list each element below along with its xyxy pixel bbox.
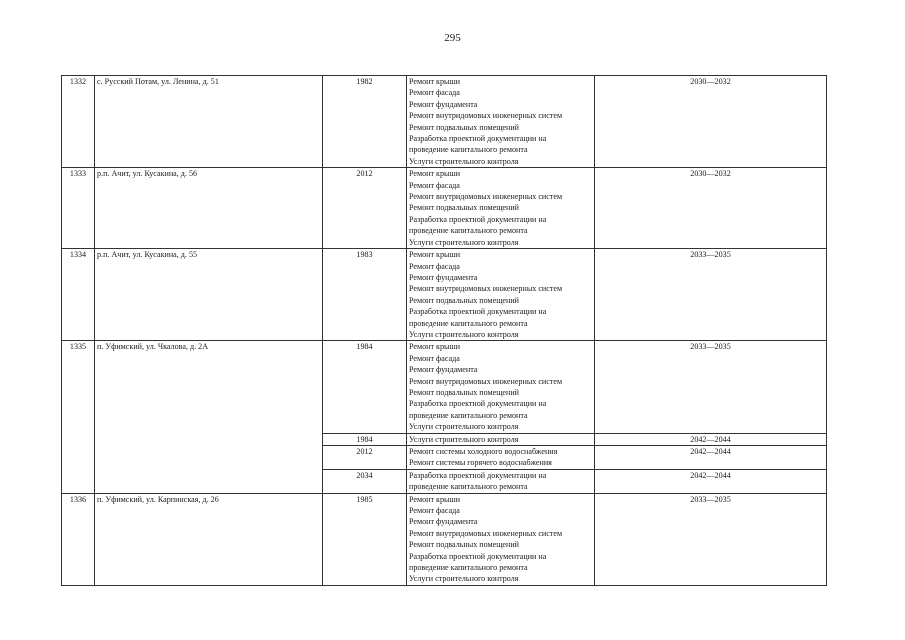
work-item: проведение капитального ремонта xyxy=(409,482,528,492)
work-item: Ремонт фасада xyxy=(409,261,460,271)
record-number: 1333 xyxy=(62,168,95,249)
work-item: Ремонт подвальных помещений xyxy=(409,387,520,397)
work-item: Ремонт системы холодного водоснабжения xyxy=(409,447,558,456)
entry-period: 2033—2035 xyxy=(595,341,827,433)
entry-works xyxy=(407,76,595,168)
entry-works xyxy=(407,493,595,585)
entry-works xyxy=(407,469,595,493)
work-item: Разработка проектной документации на xyxy=(409,551,547,561)
entry-period: 2042—2044 xyxy=(595,446,827,470)
work-item: Ремонт подвальных помещений xyxy=(409,540,520,550)
work-item: Ремонт внутридомовых инженерных систем xyxy=(409,284,563,294)
record-address: п. Уфимский, ул. Чкалова, д. 2А xyxy=(95,341,323,493)
work-item: проведение капитального ремонта xyxy=(409,318,528,328)
work-item: Услуги строительного контроля xyxy=(409,237,519,247)
entry-period: 2030—2032 xyxy=(595,168,827,249)
work-item: Разработка проектной документации на xyxy=(409,307,547,317)
work-item: проведение капитального ремонта xyxy=(409,145,528,155)
work-item: Услуги строительного контроля xyxy=(409,329,519,339)
entry-period: 2033—2035 xyxy=(595,249,827,341)
work-item: Услуги строительного контроля xyxy=(409,422,519,432)
work-item: Ремонт системы горячего водоснабжения xyxy=(409,458,552,468)
work-item: Ремонт фундамента xyxy=(409,272,478,282)
entry-works xyxy=(407,249,595,341)
entry-year: 2012 xyxy=(323,446,407,470)
work-item: Ремонт фасада xyxy=(409,180,460,190)
work-item: Ремонт фасада xyxy=(409,353,460,363)
work-item: Ремонт крыши xyxy=(409,169,461,179)
record-number: 1332 xyxy=(62,76,95,168)
table-row xyxy=(62,341,827,433)
work-item: Разработка проектной документации на xyxy=(409,399,547,409)
table-row xyxy=(62,168,827,249)
entry-year: 1984 xyxy=(323,341,407,433)
work-item: Ремонт подвальных помещений xyxy=(409,122,520,132)
work-item: Услуги строительного контроля xyxy=(409,434,519,444)
work-item: Разработка проектной документации на xyxy=(409,214,547,224)
table-row xyxy=(62,76,827,168)
record-address: р.п. Ачит, ул. Кусакина, д. 56 xyxy=(95,168,323,249)
entry-works xyxy=(407,168,595,249)
entry-period: 2030—2032 xyxy=(595,76,827,168)
work-item: Ремонт крыши xyxy=(409,494,461,504)
work-item: Ремонт подвальных помещений xyxy=(409,203,520,213)
entry-period: 2042—2044 xyxy=(595,469,827,493)
table-row xyxy=(62,249,827,341)
work-item: Ремонт крыши xyxy=(409,77,461,86)
work-item: Ремонт внутридомовых инженерных систем xyxy=(409,376,563,386)
record-address: с. Русский Потам, ул. Ленина, д. 51 xyxy=(95,76,323,168)
repair-schedule-table xyxy=(61,75,827,586)
record-number: 1336 xyxy=(62,493,95,585)
work-item: Услуги строительного контроля xyxy=(409,156,519,166)
entry-year: 1983 xyxy=(323,249,407,341)
work-item: Ремонт внутридомовых инженерных систем xyxy=(409,528,563,538)
table-body xyxy=(62,76,827,586)
work-item: Ремонт фасада xyxy=(409,506,460,516)
work-item: Ремонт крыши xyxy=(409,342,461,352)
entry-year: 1982 xyxy=(323,76,407,168)
record-address: п. Уфимский, ул. Карпинская, д. 26 xyxy=(95,493,323,585)
work-item: Ремонт фасада xyxy=(409,88,460,98)
entry-year: 2012 xyxy=(323,168,407,249)
work-item: Услуги строительного контроля xyxy=(409,574,519,584)
work-item: Разработка проектной документации на xyxy=(409,470,547,480)
page-number: 295 xyxy=(444,32,461,44)
entry-works xyxy=(407,433,595,445)
work-item: Ремонт крыши xyxy=(409,250,461,260)
work-item: Ремонт фундамента xyxy=(409,99,478,109)
record-number: 1335 xyxy=(62,341,95,493)
work-item: проведение капитального ремонта xyxy=(409,226,528,236)
work-item: проведение капитального ремонта xyxy=(409,563,528,573)
entry-period: 2042—2044 xyxy=(595,433,827,445)
entry-works xyxy=(407,341,595,433)
record-address: р.п. Ачит, ул. Кусакина, д. 55 xyxy=(95,249,323,341)
table-row xyxy=(62,493,827,585)
entry-year: 1984 xyxy=(323,433,407,445)
entry-year: 2034 xyxy=(323,469,407,493)
entry-period: 2033—2035 xyxy=(595,493,827,585)
work-item: Ремонт фундамента xyxy=(409,517,478,527)
work-item: Ремонт внутридомовых инженерных систем xyxy=(409,111,563,121)
work-item: Ремонт подвальных помещений xyxy=(409,295,520,305)
record-number: 1334 xyxy=(62,249,95,341)
entry-year: 1985 xyxy=(323,493,407,585)
entry-works xyxy=(407,446,595,470)
work-item: Ремонт фундамента xyxy=(409,365,478,375)
work-item: Разработка проектной документации на xyxy=(409,134,547,144)
work-item: проведение капитального ремонта xyxy=(409,410,528,420)
work-item: Ремонт внутридомовых инженерных систем xyxy=(409,192,563,202)
